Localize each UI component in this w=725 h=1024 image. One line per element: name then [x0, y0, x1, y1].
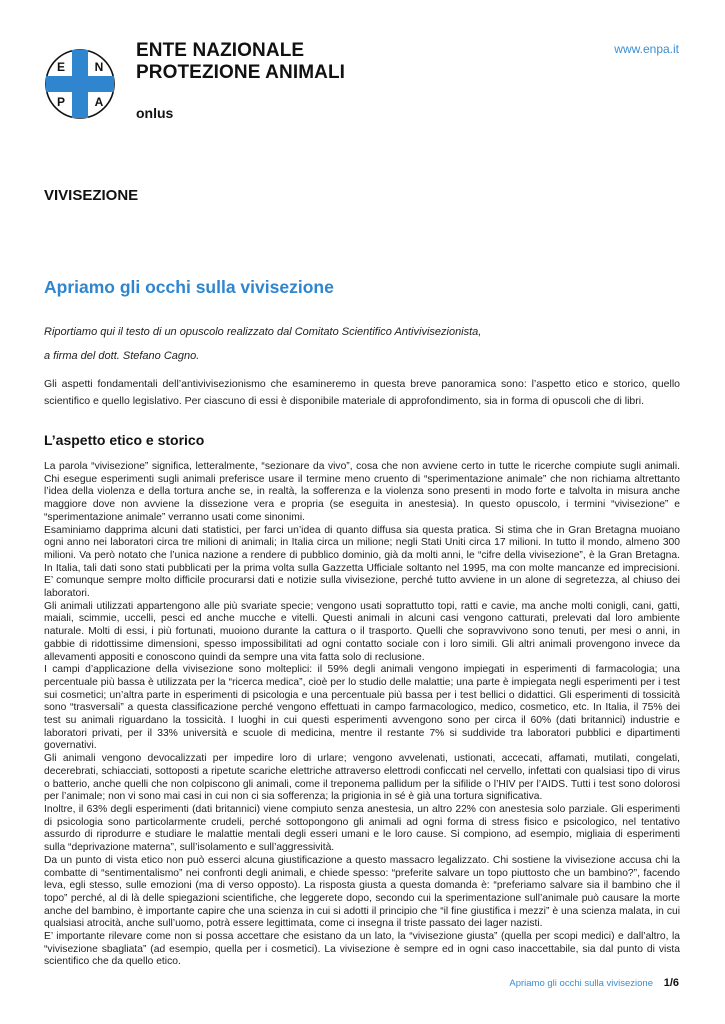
organization-name-line2: PROTEZIONE ANIMALI [136, 62, 346, 83]
intro-line-2: a firma del dott. Stefano Cagno. [44, 350, 200, 362]
logo-letter-p: P [56, 95, 66, 109]
body-paragraph-4: I campi d’applicazione della vivisezione sono molteplici: il 59% degli animali vengono impiegati in esperimenti di farmacologia; una percentuale più bassa è utilizzata per la “ricerca medica”, cioè per lo studio delle malattie; una parte è impiegata negli esperimenti per i test sui cosmetici; un’altra parte in esperimenti di psicologia e una percentuale più bassa per i test bellici o didattici. Gli esperimenti di tossicità sono “trasversali” a questa classificazione perché vengono effettuati in campo farmacologico, medico, cosmetico, etc. In Italia, il 75% dei test su animali riguardano la tossicità. I luoghi in cui questi esperimenti avvengono sono per circa il 60% (dati britannici) industrie e laboratori privati, per il 33% università e scuole di medicina, mentre il restante 7% si suddivide tra laboratori pubblici e dipartimenti governativi. [44, 664, 680, 752]
logo-letter-e: E [56, 60, 66, 74]
overview-paragraph: Gli aspetti fondamentali dell’antivivisezionismo che esamineremo in questa breve panoramica sono: l’aspetto etico e storico, quello scientifico e quello legislativo. Per ciascuno di essi è disponibile materiale di approfondimento, sia in forma di opuscoli che di libri. [44, 378, 680, 407]
body-paragraph-5: Gli animali vengono devocalizzati per impedire loro di urlare; vengono avvelenati, ustionati, accecati, affamati, mutilati, congelati, decerebrati, schiacciati, sottoposti a ripetute scariche elettriche attraverso elettrodi conficcati nel cervello, infettati con qualsiasi tipo di virus o batterio, anche quelli che non colpiscono gli animali, come il treponema pallidum per la sifilide o l’HIV per l’AIDS. Tutti i test sono dolorosi per l’animale; non vi sono mai casi in cui non ci sia sofferenza; la prigionia in sé è già una tortura significativa. [44, 753, 680, 803]
body-paragraph-3: Gli animali utilizzati appartengono alle più svariate specie; vengono usati soprattutto topi, ratti e cavie, ma anche molti conigli, cani, gatti, maiali, scimmie, uccelli, pesci ed anche mucche e vitelli. Questi animali in alcuni casi vengono catturati, prelevati dal loro ambiente naturale. Molti di essi, i più fortunati, muoiono durante la cattura o il trasporto. Quelli che sopravvivono sono tenuti, per mesi o anni, in gabbie di ridottissime dimensioni, spesso impossibilitati ad ogni contatto sociale con i loro simili. Gli altri animali provengono invece da allevamenti appositi e conoscono quindi da sempre una vita fatta solo di reclusione. [44, 600, 680, 663]
logo-letter-a: A [94, 95, 104, 109]
page-number: 1/6 [663, 977, 679, 989]
body-paragraph-8: E’ importante rilevare come non si possa accettare che esistano da un lato, la “vivisezione giusta” (quella per scopi medici) e dall’altro, la “vivisezione sbagliata” (ad esempio, quella per i cosmetici). La vivisezione è sempre ed in ogni caso inaccettabile, sia dal punto di vista scientifico che da quello etico. [44, 931, 680, 968]
organization-name-line1: ENTE NAZIONALE [136, 40, 305, 61]
website-link[interactable]: www.enpa.it [614, 42, 679, 56]
body-paragraph-1: La parola “vivisezione” significa, letteralmente, “sezionare da vivo”, cosa che non avviene certo in tutte le ricerche compiute sugli animali. Chi esegue esperimenti sugli animali preferisce usare il termine meno cruento di “sperimentazione animale” che non richiama altrettanto l’idea della violenza e della tortura anche se, in realtà, la sofferenza e la violenza sono presenti in modo forte e talvolta in misura anche maggiore dove non avviene la dissezione vera e propria (se eseguita in anestesia). In questo opuscolo, i termini “vivisezione” e “sperimentazione animale” verranno usati come sinonimi. [44, 461, 680, 523]
body-paragraph-2: Esaminiamo dapprima alcuni dati statistici, per farci un’idea di quanto diffusa sia questa pratica. Si stima che in Gran Bretagna muoiano ogni anno nei laboratori circa tre milioni di animali; in Italia circa un milione; negli Stati Uniti circa 17 milioni. In tutto il mondo, almeno 300 milioni. Va però notato che l’unica nazione a rendere di pubblico dominio, già da molti anni, le “cifre della vivisezione”, è la Gran Bretagna. In Italia, tali dati sono stati pubblicati per la prima volta sulla Gazzetta Ufficiale soltanto nel 1995, ma con molte mancanze ed imprecisioni. E’ comunque sempre molto difficile procurarsi dati e notizie sulla vivisezione, perché tutto avviene in un alone di segretezza, al chiuso dei laboratori. [44, 524, 680, 600]
body-paragraph-6: Inoltre, il 63% degli esperimenti (dati britannici) viene compiuto senza anestesia, un altro 22% con anestesia solo parziale. Gli esperimenti di psicologia sono particolarmente crudeli, perché sottopongono gli animali ad ogni forma di stress fisico e psicologico, nel tentativo assurdo di riprodurre e studiare le malattie mentali degli esseri umani e le loro cause. Si compiono, ad esempio, migliaia di esperimenti sulla “deprivazione materna”, sull’isolamento e sull’aggressività. [44, 803, 680, 854]
footer-title: Apriamo gli occhi sulla vivisezione [509, 978, 653, 989]
organization-name [136, 40, 345, 84]
body-paragraph-7: Da un punto di vista etico non può esserci alcuna giustificazione a questo massacro legalizzato. Chi sostiene la vivisezione accusa chi la combatte di “sentimentalismo” nei confronti degli animali, e chiede spesso: “preferite salvare un topo piuttosto che un bambino?”, facendo leva, egli stesso, sulle emozioni (ma di verso opposto). La risposta giusta a questa domanda è: “preferiamo salvare sia il bambino che il topo” perché, al di là delle spiegazioni scientifiche, che leggerete dopo, secondo cui la sperimentazione sull’animale può causare la morte anche del bambino, è importante capire che una scienza in cui si adotti il principio che “il fine giustifica i mezzi” è una scienza malata, in cui qualsiasi atrocità, anche sull’uomo, potrà essere legittimata, come ci insegna il triste passato dei lager nazisti. [44, 854, 680, 930]
section-label: VIVISEZIONE [44, 187, 139, 204]
enpa-logo [44, 48, 116, 120]
intro-line-1: Riportiamo qui il testo di un opuscolo realizzato dal Comitato Scientifico Antivivisezionista, [44, 326, 482, 338]
body-text [44, 461, 680, 969]
onlus-label: onlus [136, 105, 174, 121]
section-heading: L’aspetto etico e storico [44, 432, 205, 448]
page-title: Apriamo gli occhi sulla vivisezione [44, 277, 334, 297]
logo-letter-n: N [94, 60, 104, 74]
